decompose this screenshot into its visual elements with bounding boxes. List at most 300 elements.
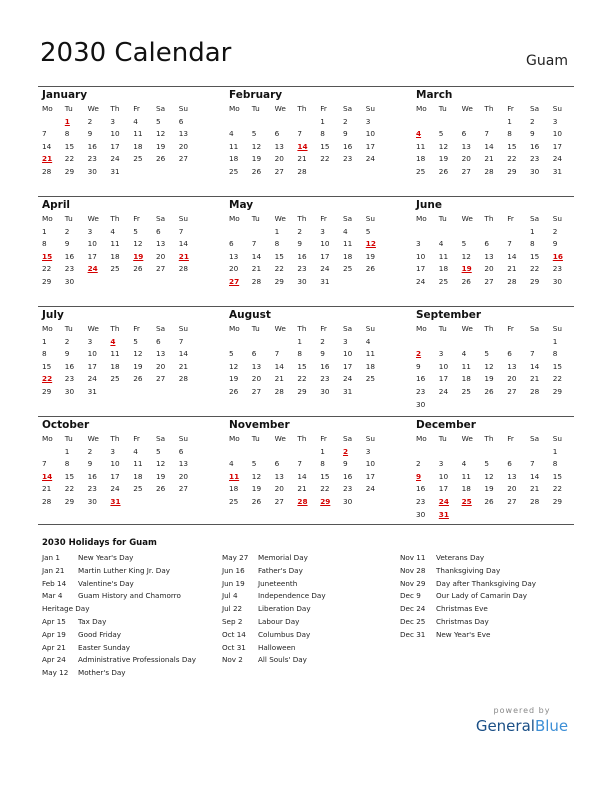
- day-cell: 8: [529, 239, 535, 249]
- month-days-grid: [40, 433, 196, 509]
- month-january: [40, 88, 196, 179]
- day-cell: 10: [416, 251, 426, 261]
- empty-cell: [437, 116, 460, 129]
- weekday-label: Sa: [529, 434, 540, 443]
- day-cell: 11: [110, 349, 120, 359]
- day-cell: 15: [42, 361, 52, 371]
- weekday-label: Th: [110, 104, 120, 113]
- weekday-label: We: [87, 214, 99, 223]
- day-cell: 15: [64, 471, 75, 481]
- day-cell: 23: [342, 484, 353, 494]
- day-cell: 27: [461, 166, 471, 176]
- day-cell: 30: [416, 509, 426, 519]
- day-cell: 31: [552, 166, 563, 176]
- day-cell: 13: [274, 471, 284, 481]
- weekday-label: Th: [297, 434, 307, 443]
- month-days-grid: [40, 103, 196, 179]
- holiday-date: Jul 4: [222, 591, 238, 601]
- holiday-date: May 27: [222, 553, 249, 562]
- day-cell: 19: [229, 374, 239, 384]
- day-cell: 2: [87, 116, 93, 126]
- day-cell: 10: [438, 361, 449, 371]
- empty-cell: [437, 446, 460, 459]
- month-may: [227, 198, 383, 289]
- day-cell: 1: [297, 336, 303, 346]
- holiday-day-cell: 19: [461, 264, 472, 274]
- day-cell: 25: [342, 264, 353, 274]
- day-cell: 7: [251, 239, 257, 249]
- weekday-label: Fr: [133, 104, 140, 113]
- day-cell: 14: [297, 471, 307, 481]
- day-cell: 7: [297, 129, 303, 139]
- day-cell: 8: [552, 459, 558, 469]
- day-cell: 14: [484, 141, 494, 151]
- day-cell: 23: [64, 374, 75, 384]
- day-cell: 11: [342, 239, 353, 249]
- day-cell: 10: [320, 239, 330, 249]
- holiday-date: Jan 1: [42, 553, 60, 562]
- holiday-row: [42, 654, 222, 667]
- month-days-grid: [414, 323, 570, 411]
- brand-name: [474, 717, 570, 735]
- empty-cell: [505, 446, 528, 459]
- month-name: March: [416, 89, 453, 101]
- month-name: September: [416, 309, 482, 321]
- holiday-row: [42, 642, 222, 655]
- day-cell: 13: [484, 251, 494, 261]
- holiday-name: Independence Day: [258, 591, 326, 601]
- region-label: Guam: [526, 53, 568, 69]
- day-cell: 27: [155, 264, 166, 274]
- day-cell: 20: [178, 471, 189, 481]
- weekday-label: Fr: [320, 324, 327, 333]
- weekday-label: We: [87, 324, 99, 333]
- holiday-name: Liberation Day: [258, 604, 311, 614]
- day-cell: 25: [110, 374, 120, 384]
- day-cell: 7: [297, 459, 303, 469]
- day-cell: 31: [87, 386, 97, 396]
- day-cell: 28: [297, 166, 307, 176]
- holiday-date: Nov 11: [400, 553, 426, 562]
- day-cell: 17: [320, 251, 330, 261]
- day-cell: 24: [552, 154, 563, 164]
- day-cell: 31: [320, 276, 330, 286]
- day-cell: 26: [155, 484, 166, 494]
- day-cell: 21: [297, 484, 307, 494]
- weekday-label: Mo: [416, 434, 427, 443]
- day-cell: 25: [229, 166, 239, 176]
- day-cell: 4: [342, 226, 348, 236]
- day-cell: 12: [438, 141, 449, 151]
- day-cell: 26: [251, 166, 262, 176]
- holiday-date: Dec 31: [400, 629, 426, 639]
- empty-cell: [505, 336, 528, 349]
- day-cell: 18: [133, 141, 143, 151]
- day-cell: 12: [251, 141, 262, 151]
- month-march: [414, 88, 570, 179]
- day-cell: 18: [342, 251, 353, 261]
- holiday-date: Oct 31: [222, 642, 246, 652]
- day-cell: 18: [110, 361, 120, 371]
- day-cell: 23: [416, 386, 426, 396]
- holiday-row: [222, 642, 402, 655]
- holiday-date: Dec 9: [400, 591, 421, 601]
- holiday-name: All Souls' Day: [258, 655, 307, 665]
- day-cell: 25: [133, 484, 143, 494]
- day-cell: 17: [365, 471, 376, 481]
- day-cell: 3: [416, 239, 421, 249]
- weekday-label: Sa: [155, 104, 166, 113]
- day-cell: 9: [529, 129, 535, 139]
- weekday-label: Sa: [342, 324, 353, 333]
- day-cell: 20: [155, 361, 166, 371]
- day-cell: 30: [529, 166, 540, 176]
- month-name: February: [229, 89, 283, 101]
- weekday-label: Tu: [251, 324, 260, 333]
- day-cell: 6: [484, 239, 490, 249]
- day-cell: 1: [320, 116, 325, 126]
- day-cell: 28: [178, 374, 189, 384]
- holiday-row: [400, 629, 580, 642]
- weekday-label: Sa: [342, 104, 353, 113]
- day-cell: 8: [507, 129, 512, 139]
- holiday-row: [42, 578, 222, 591]
- day-cell: 5: [251, 129, 257, 139]
- day-cell: 20: [274, 484, 284, 494]
- day-cell: 26: [155, 154, 166, 164]
- holiday-day-cell: 12: [365, 239, 376, 249]
- holiday-day-cell: 1: [64, 116, 70, 126]
- day-cell: 19: [133, 361, 143, 371]
- empty-cell: [227, 336, 250, 349]
- day-cell: 20: [251, 374, 262, 384]
- day-cell: 6: [274, 459, 280, 469]
- day-cell: 21: [529, 484, 540, 494]
- day-cell: 29: [552, 386, 563, 396]
- day-cell: 1: [42, 226, 47, 236]
- day-cell: 22: [297, 374, 307, 384]
- month-august: [227, 308, 383, 399]
- month-days-grid: [414, 213, 570, 289]
- holiday-name: Father's Day: [258, 565, 303, 575]
- holiday-day-cell: 9: [416, 471, 422, 481]
- holiday-name: Christmas Eve: [436, 604, 488, 614]
- day-cell: 4: [438, 239, 444, 249]
- day-cell: 4: [461, 349, 467, 359]
- holiday-day-cell: 29: [320, 496, 331, 506]
- weekday-label: We: [87, 434, 99, 443]
- day-cell: 16: [87, 471, 97, 481]
- weekday-label: Th: [110, 214, 120, 223]
- holiday-day-cell: 24: [438, 496, 449, 506]
- weekday-label: Th: [110, 434, 120, 443]
- holiday-date: Jun 16: [222, 565, 245, 575]
- day-cell: 29: [64, 496, 75, 506]
- day-cell: 4: [461, 459, 467, 469]
- day-cell: 15: [529, 251, 540, 261]
- holiday-column: [222, 552, 402, 667]
- day-cell: 18: [110, 251, 120, 261]
- day-cell: 20: [274, 154, 284, 164]
- day-cell: 17: [110, 141, 120, 151]
- day-cell: 7: [529, 459, 535, 469]
- day-cell: 21: [507, 264, 517, 274]
- day-cell: 25: [438, 276, 449, 286]
- day-cell: 14: [251, 251, 262, 261]
- day-cell: 3: [87, 226, 93, 236]
- holiday-name: Mother's Day: [78, 668, 126, 678]
- month-days-grid: [227, 323, 383, 399]
- day-cell: 24: [416, 276, 426, 286]
- day-cell: 1: [507, 116, 512, 126]
- month-name: January: [42, 89, 88, 101]
- day-cell: 22: [552, 374, 563, 384]
- weekday-label: Tu: [438, 434, 447, 443]
- day-cell: 11: [416, 141, 426, 151]
- day-cell: 6: [178, 116, 184, 126]
- day-cell: 4: [365, 336, 371, 346]
- weekday-label: Th: [484, 434, 494, 443]
- day-cell: 27: [251, 386, 262, 396]
- holiday-date: Jul 22: [222, 604, 243, 614]
- weekday-label: Tu: [438, 324, 447, 333]
- weekday-label: Su: [178, 434, 189, 443]
- day-cell: 12: [133, 239, 143, 249]
- day-cell: 11: [461, 361, 471, 371]
- day-cell: 30: [87, 496, 97, 506]
- day-cell: 16: [342, 141, 353, 151]
- day-cell: 27: [155, 374, 166, 384]
- day-cell: 31: [342, 386, 353, 396]
- day-cell: 4: [110, 226, 116, 236]
- day-cell: 23: [64, 264, 75, 274]
- day-cell: 1: [320, 446, 325, 456]
- day-cell: 2: [416, 459, 421, 469]
- day-cell: 9: [297, 239, 303, 249]
- day-cell: 9: [64, 349, 70, 359]
- day-cell: 19: [365, 251, 376, 261]
- day-cell: 17: [365, 141, 376, 151]
- holiday-date: Dec 25: [400, 616, 426, 626]
- day-cell: 3: [365, 446, 371, 456]
- weekday-label: Fr: [507, 324, 514, 333]
- weekday-label: We: [461, 434, 473, 443]
- day-cell: 10: [110, 129, 120, 139]
- day-cell: 3: [320, 226, 325, 236]
- day-cell: 12: [155, 129, 166, 139]
- holiday-row: [42, 667, 222, 680]
- weekday-label: Tu: [251, 104, 260, 113]
- day-cell: 28: [529, 386, 540, 396]
- holiday-row: [222, 616, 402, 629]
- holiday-day-cell: 27: [229, 276, 240, 286]
- day-cell: 28: [178, 264, 189, 274]
- day-cell: 24: [110, 154, 120, 164]
- day-cell: 2: [64, 226, 70, 236]
- holiday-date: Feb 14: [42, 578, 67, 588]
- day-cell: 15: [64, 141, 75, 151]
- holiday-day-cell: 4: [416, 129, 422, 139]
- day-cell: 18: [133, 471, 143, 481]
- day-cell: 20: [507, 484, 517, 494]
- day-cell: 16: [416, 374, 426, 384]
- weekday-label: We: [461, 324, 473, 333]
- holiday-name: Our Lady of Camarin Day: [436, 591, 527, 601]
- day-cell: 13: [461, 141, 471, 151]
- day-cell: 3: [110, 446, 116, 456]
- weekday-label: Su: [365, 324, 376, 333]
- day-cell: 27: [274, 496, 284, 506]
- empty-cell: [295, 446, 318, 459]
- weekday-label: Mo: [42, 104, 53, 113]
- day-cell: 19: [484, 374, 494, 384]
- day-cell: 23: [320, 374, 330, 384]
- day-cell: 19: [155, 141, 166, 151]
- weekday-label: Mo: [416, 214, 427, 223]
- weekday-label: We: [274, 214, 286, 223]
- day-cell: 5: [365, 226, 371, 236]
- day-cell: 4: [229, 459, 234, 469]
- day-cell: 22: [42, 264, 52, 274]
- brand-logo[interactable]: [474, 706, 570, 735]
- day-cell: 30: [320, 386, 330, 396]
- month-name: December: [416, 419, 476, 431]
- day-cell: 19: [155, 471, 166, 481]
- empty-cell: [414, 336, 437, 349]
- day-cell: 24: [110, 484, 120, 494]
- day-cell: 24: [342, 374, 353, 384]
- holiday-row: [42, 629, 222, 642]
- holiday-name: Veterans Day: [436, 553, 485, 562]
- month-name: April: [42, 199, 71, 211]
- holiday-day-cell: 24: [87, 264, 98, 274]
- day-cell: 22: [507, 154, 517, 164]
- empty-cell: [460, 226, 483, 239]
- day-cell: 16: [342, 471, 353, 481]
- day-cell: 30: [64, 386, 75, 396]
- day-cell: 7: [178, 226, 184, 236]
- day-cell: 27: [178, 484, 189, 494]
- day-cell: 3: [438, 459, 444, 469]
- weekday-label: Sa: [529, 104, 540, 113]
- day-cell: 26: [251, 496, 262, 506]
- empty-cell: [414, 446, 437, 459]
- day-cell: 18: [416, 154, 426, 164]
- holiday-row: [42, 565, 222, 578]
- day-cell: 16: [87, 141, 97, 151]
- day-cell: 26: [484, 496, 494, 506]
- day-cell: 1: [529, 226, 535, 236]
- weekday-label: Tu: [251, 214, 260, 223]
- empty-cell: [273, 336, 296, 349]
- holiday-day-cell: 31: [438, 509, 449, 519]
- weekday-label: Su: [178, 324, 189, 333]
- month-days-grid: [227, 213, 383, 289]
- weekday-label: Tu: [64, 324, 73, 333]
- day-cell: 22: [64, 484, 75, 494]
- empty-cell: [482, 446, 505, 459]
- day-cell: 29: [64, 166, 75, 176]
- day-cell: 5: [133, 226, 138, 236]
- holiday-date: Oct 14: [222, 629, 246, 639]
- day-cell: 2: [87, 446, 93, 456]
- empty-cell: [460, 116, 483, 129]
- day-cell: 13: [274, 141, 284, 151]
- day-cell: 6: [507, 459, 512, 469]
- day-cell: 16: [320, 361, 330, 371]
- day-cell: 1: [552, 336, 558, 346]
- day-cell: 15: [552, 361, 563, 371]
- day-cell: 20: [461, 154, 471, 164]
- month-july: [40, 308, 196, 399]
- weekday-label: Fr: [320, 214, 327, 223]
- day-cell: 29: [42, 386, 52, 396]
- day-cell: 3: [438, 349, 444, 359]
- day-cell: 11: [461, 471, 471, 481]
- day-cell: 30: [297, 276, 307, 286]
- weekday-label: Mo: [229, 104, 240, 113]
- holiday-name: Good Friday: [78, 629, 121, 639]
- weekday-label: Mo: [416, 324, 427, 333]
- holiday-name: Halloween: [258, 642, 296, 652]
- weekday-label: Mo: [42, 434, 53, 443]
- day-cell: 7: [484, 129, 490, 139]
- holiday-name: Easter Sunday: [78, 642, 131, 652]
- day-cell: 21: [529, 374, 540, 384]
- day-cell: 14: [178, 239, 189, 249]
- day-cell: 15: [507, 141, 517, 151]
- weekday-label: Fr: [133, 324, 140, 333]
- holiday-day-cell: 25: [461, 496, 472, 506]
- day-cell: 6: [229, 239, 234, 249]
- holiday-name: Guam History and Chamorro: [78, 591, 181, 601]
- day-cell: 15: [552, 471, 563, 481]
- day-cell: 5: [484, 349, 490, 359]
- divider-row-1: [38, 86, 574, 87]
- weekday-label: Sa: [155, 324, 166, 333]
- day-cell: 6: [251, 349, 257, 359]
- day-cell: 22: [529, 264, 540, 274]
- day-cell: 18: [365, 361, 376, 371]
- holiday-row: [222, 565, 402, 578]
- holiday-day-cell: 2: [342, 446, 349, 456]
- weekday-label: Su: [552, 434, 563, 443]
- day-cell: 13: [251, 361, 262, 371]
- weekday-label: We: [274, 434, 286, 443]
- weekday-label: Sa: [529, 324, 540, 333]
- day-cell: 12: [133, 349, 143, 359]
- day-cell: 9: [64, 239, 70, 249]
- day-cell: 11: [438, 251, 449, 261]
- day-cell: 7: [274, 349, 280, 359]
- weekday-label: Fr: [507, 104, 514, 113]
- weekday-label: Sa: [155, 214, 166, 223]
- day-cell: 14: [42, 141, 52, 151]
- weekday-label: Mo: [42, 214, 53, 223]
- day-cell: 25: [133, 154, 143, 164]
- day-cell: 12: [155, 459, 166, 469]
- day-cell: 13: [507, 471, 517, 481]
- day-cell: 18: [229, 154, 239, 164]
- holiday-name: Administrative Professionals Day: [78, 655, 197, 665]
- holiday-name: New Year's Day: [78, 553, 134, 562]
- day-cell: 20: [155, 251, 166, 261]
- holiday-row: [400, 578, 580, 591]
- day-cell: 8: [320, 129, 325, 139]
- day-cell: 5: [484, 459, 490, 469]
- empty-cell: [482, 336, 505, 349]
- day-cell: 23: [342, 154, 353, 164]
